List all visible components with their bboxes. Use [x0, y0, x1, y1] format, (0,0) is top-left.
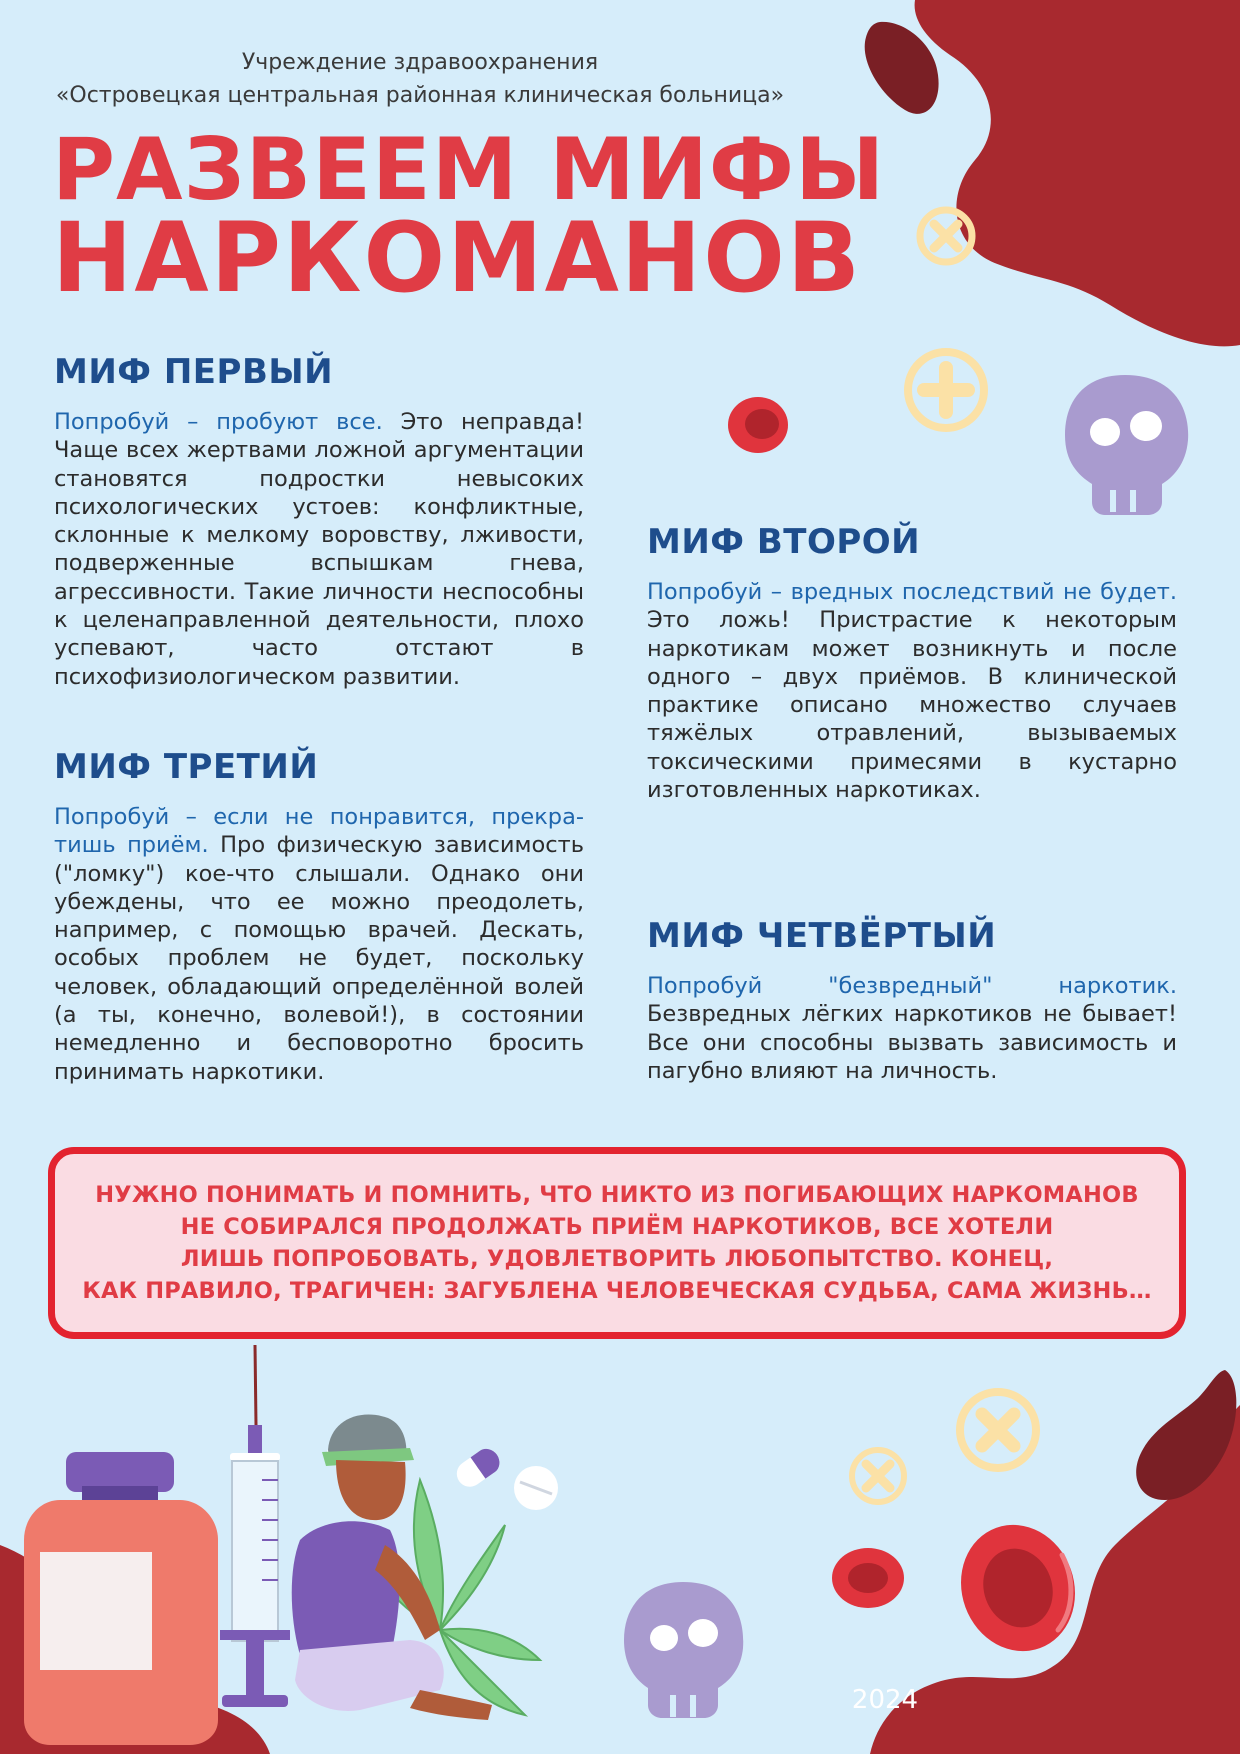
- institution-line-2: «Островецкая центральная районная клиническая больница»: [55, 83, 785, 108]
- blood-drop-top: [865, 22, 939, 114]
- myth-first-body: Это неправда! Чаще всех жертвами ложной аргументации становятся подростки невысоких психологических устоев: конфликтные, склонные к мелкому воровству, лживости, подверженные вспышкам гнева, агрессивности. Такие личности неспособны к целенаправленной деятельности, плохо успевают, часто отстают в психофизиологическом развитии.: [54, 409, 584, 690]
- blood-blob-top-right: [915, 0, 1240, 346]
- myth-fourth-heading: МИФ ЧЕТВЁРТЫЙ: [647, 916, 997, 956]
- callout-text: [82, 1179, 1151, 1307]
- pill-icon: [452, 1444, 505, 1492]
- institution-name: [0, 46, 840, 112]
- institution-line-1: Учреждение здравоохранения: [241, 50, 599, 75]
- myth-first-heading: МИФ ПЕРВЫЙ: [54, 352, 334, 392]
- medicine-bottle-icon: [24, 1452, 218, 1745]
- pill-icon: [514, 1466, 558, 1510]
- syringe-icon: [220, 1345, 290, 1707]
- myth-third-text: [54, 803, 584, 1086]
- callout-line-3: ЛИШЬ ПОПРОБОВАТЬ, УДОВЛЕТВОРИТЬ ЛЮБОПЫТСТВО. КОНЕЦ,: [180, 1246, 1054, 1272]
- myth-fourth-highlight: Попробуй "безвредный" наркотик.: [647, 973, 1177, 999]
- myth-third-heading: МИФ ТРЕТИЙ: [54, 747, 319, 787]
- myth-second-highlight: Попробуй – вредных последствий не будет.: [647, 579, 1177, 605]
- myth-second-text: [647, 578, 1177, 804]
- blood-cell-icon: [832, 1548, 904, 1608]
- myth-first-text: [54, 408, 584, 691]
- blood-cell-icon: [943, 1509, 1092, 1668]
- title-line-1: РАЗВЕЕМ МИФЫ: [52, 120, 886, 220]
- blood-cell-icon: [728, 397, 788, 453]
- myth-third-highlight: Попробуй – если не понравится, прекратишь приём.: [54, 804, 584, 859]
- callout-line-2: НЕ СОБИРАЛСЯ ПРОДОЛЖАТЬ ПРИЁМ НАРКОТИКОВ, ВСЕ ХОТЕЛИ: [180, 1214, 1054, 1240]
- year-label: 2024: [851, 1685, 919, 1715]
- skull-icon: [624, 1582, 743, 1718]
- callout-line-1: НУЖНО ПОНИМАТЬ И ПОМНИТЬ, ЧТО НИКТО ИЗ ПОГИБАЮЩИХ НАРКОМАНОВ: [95, 1182, 1139, 1208]
- title-line-2: НАРКОМАНОВ: [52, 202, 863, 314]
- warning-callout: [48, 1147, 1186, 1339]
- cross-circle-icon: [852, 1450, 904, 1502]
- myth-first-highlight: Попробуй – пробуют все.: [54, 409, 383, 435]
- callout-line-4: КАК ПРАВИЛО, ТРАГИЧЕН: ЗАГУБЛЕНА ЧЕЛОВЕЧЕСКАЯ СУДЬБА, САМА ЖИЗНЬ…: [82, 1278, 1152, 1304]
- myth-third-body: Про физическую зависимость ("ломку") кое-что слышали. Однако они убеждены, что ее можно преодолеть, например, с помощью врачей. Дескать, особых проблем не будет, поскольку человек, обладающий определённой волей (а ты, конечно, волевой!), в состоянии немедленно и бесповоротно бросить принимать наркотики.: [54, 832, 584, 1085]
- myth-second-heading: МИФ ВТОРОЙ: [647, 522, 921, 562]
- cross-circle-icon: [960, 1392, 1036, 1468]
- myth-second-body: Это ложь! Пристрастие к некоторым наркотикам может возникнуть и после одного – двух приёмов. В клинической практике описано множество случаев тяжёлых отравлений, вызываемых токсическими примесями в кустарно изготовленных наркотиках.: [647, 607, 1177, 804]
- cross-circle-icon: [908, 352, 984, 428]
- myth-fourth-body: Безвредных лёгких наркотиков не бывает! Все они способны вызвать зависимость и пагубно влияют на личность.: [647, 1001, 1177, 1084]
- skull-icon: [1065, 375, 1188, 515]
- myth-fourth-text: [647, 972, 1177, 1085]
- page-title: [52, 120, 886, 314]
